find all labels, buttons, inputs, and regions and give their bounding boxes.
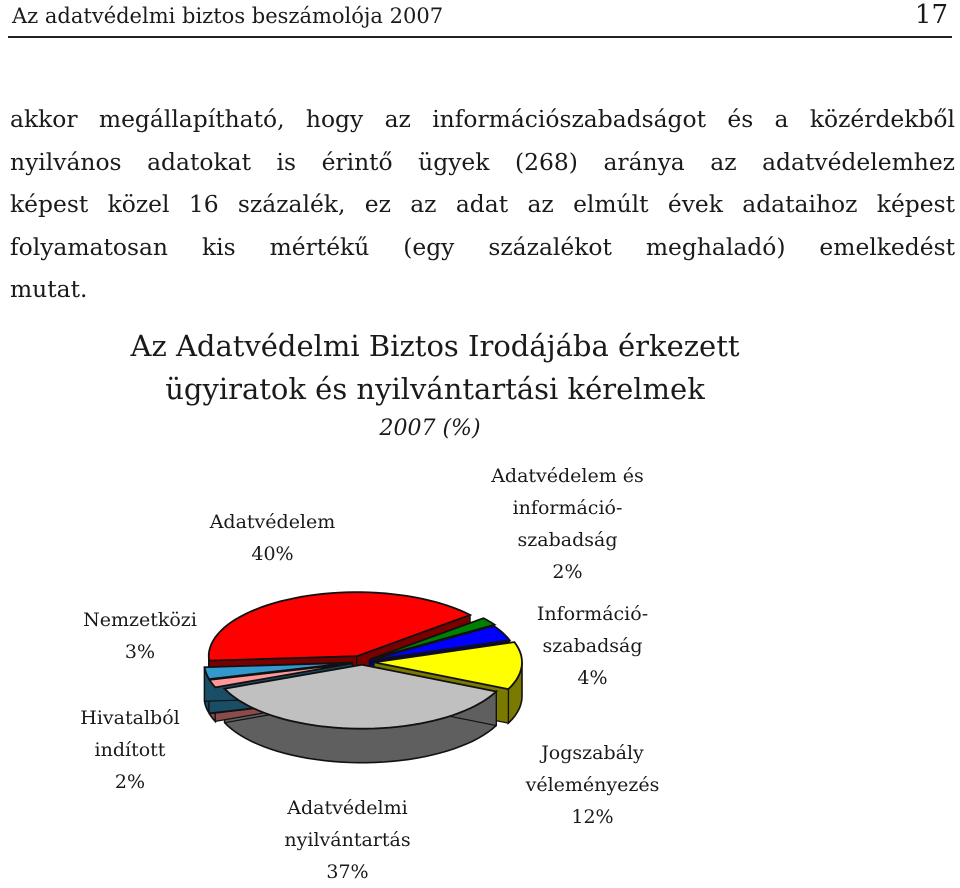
label-adatvedelem [190, 506, 355, 570]
label-nemzetkozi [70, 604, 210, 668]
label-name: Adatvédelem [190, 506, 355, 538]
paragraph-line: mutat. [10, 268, 955, 311]
label-adatvedelmi-nyilvantartas [265, 792, 430, 888]
paragraph-line: nyilvános adatokat is érintő ügyek (268) aránya az adatvédelemhez [10, 141, 955, 184]
chart-title-line: ügyiratok és nyilvántartási kérelmek [0, 368, 870, 411]
chart-title-line: Az Adatvédelmi Biztos Irodájába érkezett [0, 325, 870, 368]
label-hivatalbol-inditott [60, 702, 200, 798]
label-value: 4% [510, 662, 675, 694]
label-value: 3% [70, 636, 210, 668]
chart-subtitle: 2007 (%) [0, 416, 860, 441]
label-adatvedelem-es-informacioszabadsag [470, 460, 665, 588]
label-name: Információ- [510, 598, 675, 630]
label-value: 2% [60, 766, 200, 798]
paragraph-line: folyamatosan kis mértékű (egy százalékot meghaladó) emelkedést [10, 226, 955, 269]
label-name: nyilvántartás [265, 824, 430, 856]
label-value: 2% [470, 556, 665, 588]
paragraph-line: akkor megállapítható, hogy az információszabadságot és a közérdekből [10, 98, 955, 141]
label-name: információ- [470, 492, 665, 524]
label-informacioszabadsag [510, 598, 675, 694]
label-jogszabaly-velemenyezes [510, 737, 675, 833]
label-name: Hivatalból [60, 702, 200, 734]
label-name: szabadság [510, 630, 675, 662]
header-title: Az adatvédelmi biztos beszámolója 2007 [12, 4, 443, 28]
label-value: 12% [510, 801, 675, 833]
label-name: Nemzetközi [70, 604, 210, 636]
label-name: véleményezés [510, 769, 675, 801]
paragraph-line: képest közel 16 százalék, ez az adat az elmúlt évek adataihoz képest [10, 183, 955, 226]
pie-slices [204, 592, 522, 763]
label-value: 40% [190, 538, 355, 570]
label-name: Adatvédelmi [265, 792, 430, 824]
label-value: 37% [265, 856, 430, 888]
label-name: Jogszabály [510, 737, 675, 769]
label-name: Adatvédelem és [470, 460, 665, 492]
label-name: szabadság [470, 524, 665, 556]
label-name: indított [60, 734, 200, 766]
page-number: 17 [915, 0, 948, 30]
